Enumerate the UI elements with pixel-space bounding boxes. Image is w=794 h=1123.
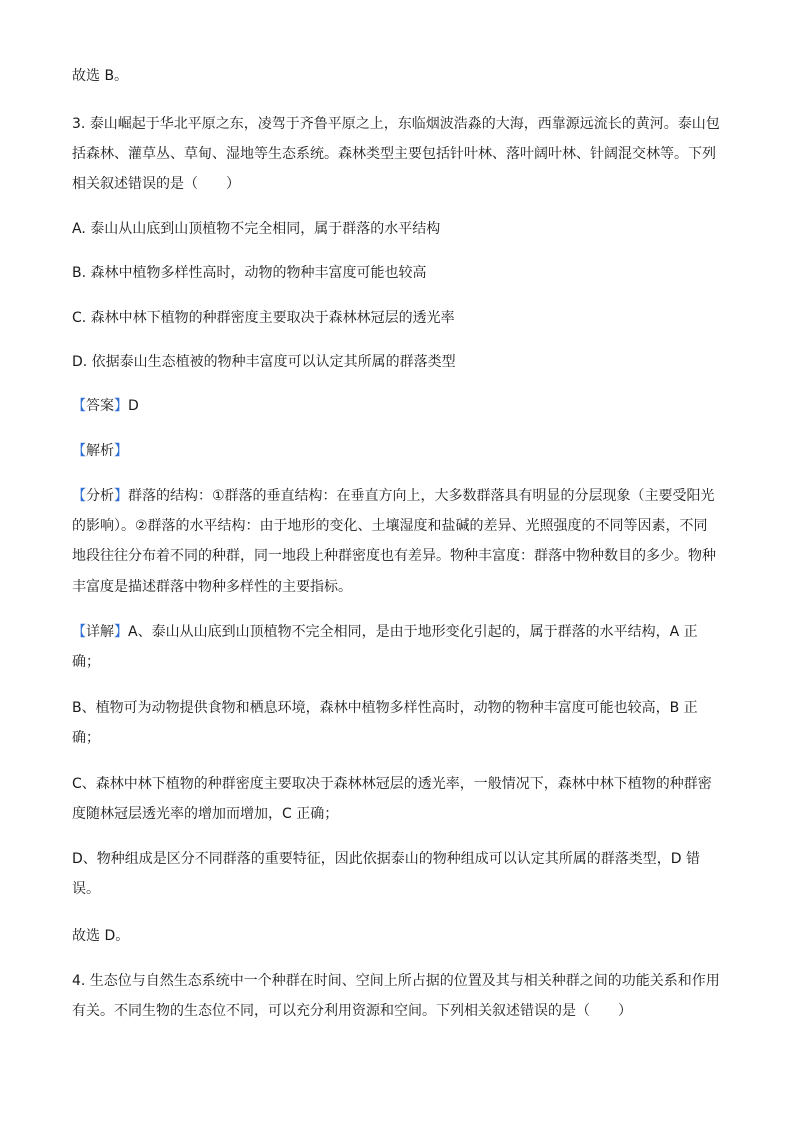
answer-bracket-close: 】 [114,398,128,414]
breakdown-line-4: 丰富度是描述群落中物种多样性的主要指标。 [72,579,352,595]
option-c: C. 森林中林下植物的种群密度主要取决于森林林冠层的透光率 [72,310,455,326]
option-b: B. 森林中植物多样性高时，动物的物种丰富度可能也较高 [72,265,427,281]
detail-d-line-1: D、物种组成是区分不同群落的重要特征，因此依据泰山的物种组成可以认定其所属的群落类型，D 错 [72,851,701,867]
detail-bracket-close: 】 [114,624,128,640]
detail-bracket-open: 【 [72,624,86,640]
question-3-stem-line-2: 括森林、灌草丛、草甸、湿地等生态系统。森林类型主要包括针叶林、落叶阔叶林、针阔混交林等。下列 [72,146,716,162]
answer-label: 答案 [86,398,114,414]
breakdown-line-2: 的影响）。②群落的水平结构：由于地形的变化、土壤湿度和盐碱的差异、光照强度的不同等因素，不同 [72,518,708,534]
answer-value: D [128,398,139,414]
analysis-label: 解析 [86,443,114,459]
breakdown-bracket-close: 】 [114,488,128,504]
question-4-stem-line-1: 4. 生态位与自然生态系统中一个种群在时间、空间上所占据的位置及其与相关种群之间的功能关系和作用 [72,973,720,989]
detail-b-line-2: 确； [72,730,100,746]
answer-bracket-open: 【 [72,398,86,414]
previous-answer-conclusion: 故选 B。 [72,68,129,84]
question-3-stem-line-3: 相关叙述错误的是（ ） [72,176,240,192]
detail-d-line-2: 误。 [72,881,100,897]
conclusion: 故选 D。 [72,928,130,944]
analysis-heading [72,441,732,461]
breakdown-line-1 [72,486,732,506]
breakdown-text: 群落的结构：①群落的垂直结构：在垂直方向上，大多数群落具有明显的分层现象（主要受阳光 [128,488,715,504]
breakdown-label: 分析 [86,488,114,504]
option-a: A. 泰山从山底到山顶植物不完全相同，属于群落的水平结构 [72,221,441,237]
analysis-bracket-close: 】 [114,443,128,459]
answer-line [72,396,732,416]
detail-c-line-2: 度随林冠层透光率的增加而增加，C 正确； [72,806,339,822]
detail-line-2: 确； [72,654,100,670]
analysis-bracket-open: 【 [72,443,86,459]
option-d: D. 依据泰山生态植被的物种丰富度可以认定其所属的群落类型 [72,354,456,370]
breakdown-line-3: 地段往往分布着不同的种群，同一地段上种群密度也有差异。物种丰富度：群落中物种数目的多少。物种 [72,548,716,564]
question-4-stem-line-2: 有关。不同生物的生态位不同，可以充分利用资源和空间。下列相关叙述错误的是（ ） [72,1003,632,1019]
breakdown-bracket-open: 【 [72,488,86,504]
detail-line-1 [72,622,732,642]
detail-label: 详解 [86,624,114,640]
detail-c-line-1: C、森林中林下植物的种群密度主要取决于森林林冠层的透光率，一般情况下，森林中林下植物的种群密 [72,776,712,792]
detail-b-line-1: B、植物可为动物提供食物和栖息环境，森林中植物多样性高时，动物的物种丰富度可能也较高，B 正 [72,700,698,716]
detail-text: A、泰山从山底到山顶植物不完全相同，是由于地形变化引起的，属于群落的水平结构，A 正 [128,624,698,640]
question-3-stem-line-1: 3. 泰山崛起于华北平原之东，凌驾于齐鲁平原之上，东临烟波浩淼的大海，西靠源远流长的黄河。泰山包 [72,116,720,132]
